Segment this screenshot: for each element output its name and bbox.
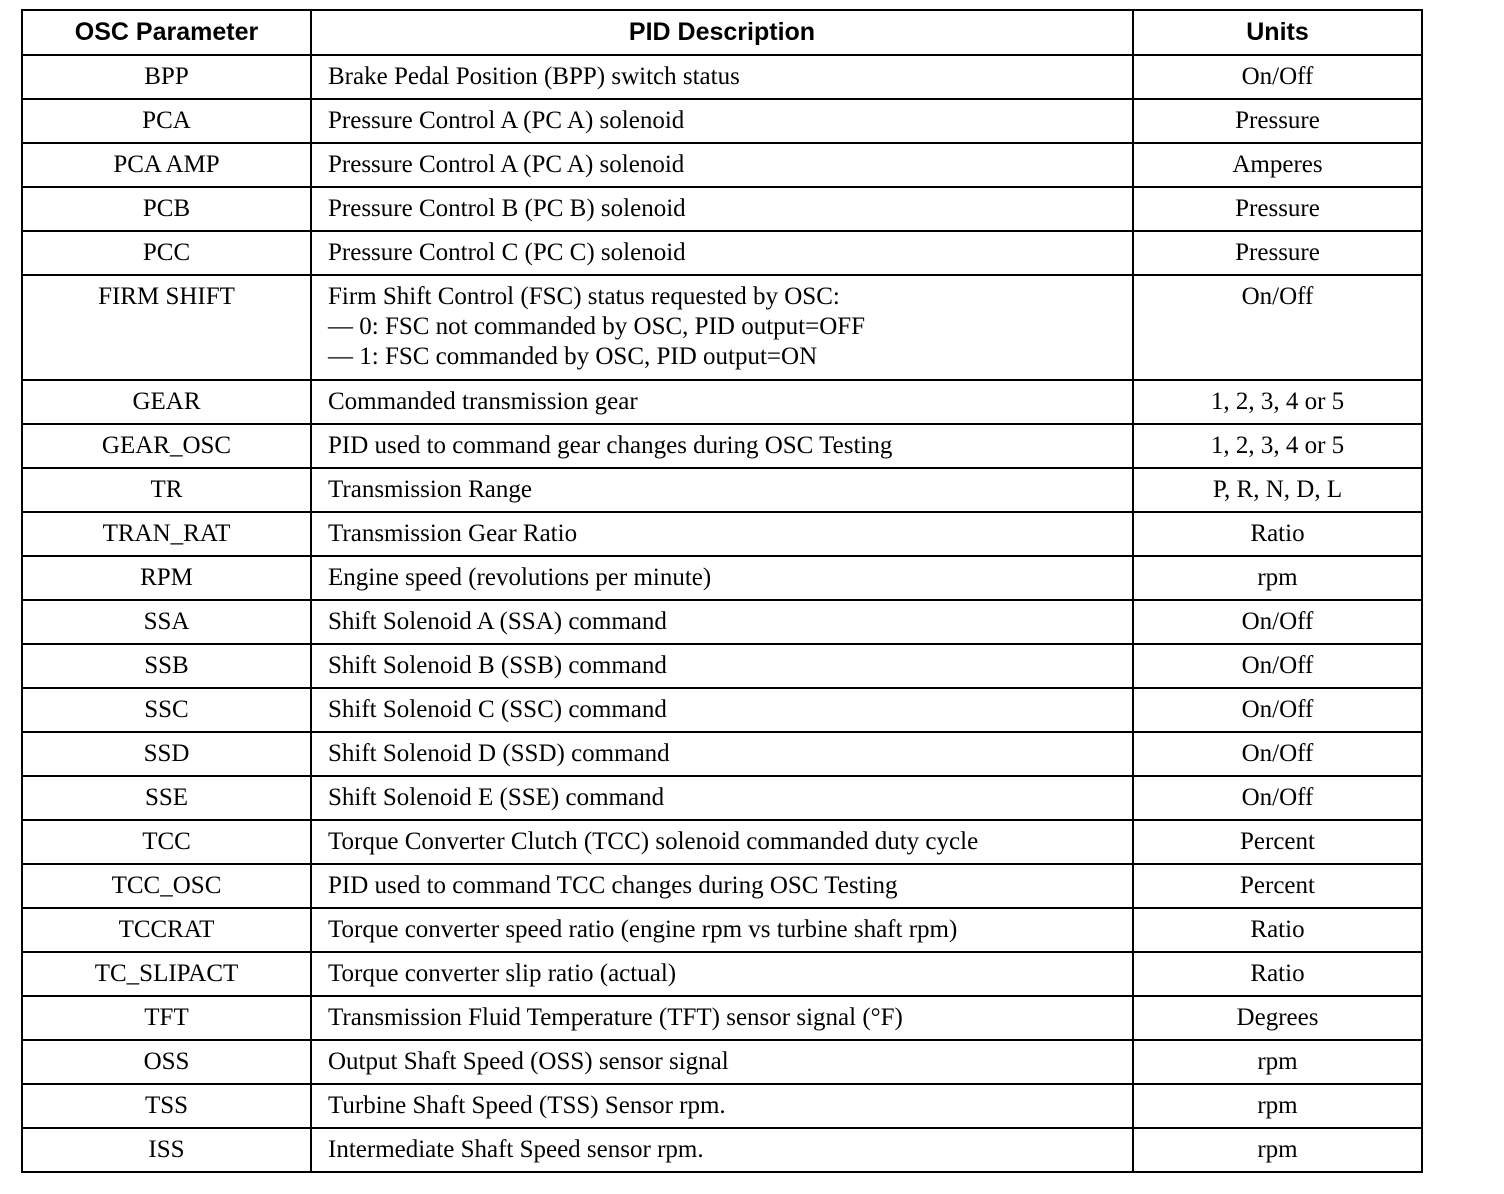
osc-parameter-cell: SSE	[22, 776, 311, 820]
units-cell: On/Off	[1133, 600, 1422, 644]
table-row	[22, 512, 1422, 556]
pid-description-line: PID used to command gear changes during OSC Testing	[328, 432, 893, 459]
pid-description-cell	[311, 143, 1133, 187]
table-row	[22, 776, 1422, 820]
table-row	[22, 600, 1422, 644]
pid-description-cell	[311, 187, 1133, 231]
pid-description-cell	[311, 996, 1133, 1040]
pid-description-line: Torque converter speed ratio (engine rpm vs turbine shaft rpm)	[328, 916, 958, 943]
pid-description-line: Shift Solenoid D (SSD) command	[328, 740, 670, 767]
units-cell: P, R, N, D, L	[1133, 468, 1422, 512]
units-cell: On/Off	[1133, 776, 1422, 820]
table-row	[22, 644, 1422, 688]
pid-description-line: Torque converter slip ratio (actual)	[328, 960, 677, 987]
units-cell: On/Off	[1133, 732, 1422, 776]
osc-parameter-cell: SSD	[22, 732, 311, 776]
table-row	[22, 820, 1422, 864]
units-cell: rpm	[1133, 556, 1422, 600]
table-row	[22, 424, 1422, 468]
osc-parameter-cell: GEAR	[22, 380, 311, 424]
table-row	[22, 231, 1422, 275]
table-row	[22, 55, 1422, 99]
header-osc-parameter: OSC Parameter	[22, 10, 311, 55]
pid-description-cell	[311, 1084, 1133, 1128]
units-cell: Ratio	[1133, 952, 1422, 996]
table-row	[22, 468, 1422, 512]
header-row	[22, 10, 1422, 55]
table-row	[22, 1084, 1422, 1128]
pid-description-cell	[311, 732, 1133, 776]
table-body	[22, 55, 1422, 1172]
osc-parameter-cell: BPP	[22, 55, 311, 99]
table-row	[22, 1128, 1422, 1172]
pid-description-cell	[311, 864, 1133, 908]
osc-parameter-cell: RPM	[22, 556, 311, 600]
header-pid-description: PID Description	[311, 10, 1133, 55]
osc-parameter-cell: TR	[22, 468, 311, 512]
units-cell: Ratio	[1133, 908, 1422, 952]
osc-parameter-table	[21, 9, 1423, 1173]
osc-parameter-cell: SSB	[22, 644, 311, 688]
pid-description-line: Transmission Range	[328, 476, 532, 503]
osc-parameter-cell: SSC	[22, 688, 311, 732]
table-row	[22, 732, 1422, 776]
table-row	[22, 275, 1422, 380]
pid-description-line: Shift Solenoid C (SSC) command	[328, 696, 667, 723]
table-row	[22, 556, 1422, 600]
osc-parameter-cell: PCC	[22, 231, 311, 275]
units-cell: 1, 2, 3, 4 or 5	[1133, 424, 1422, 468]
osc-parameter-cell: TCC_OSC	[22, 864, 311, 908]
units-cell: Pressure	[1133, 187, 1422, 231]
table-header	[22, 10, 1422, 55]
osc-parameter-cell: FIRM SHIFT	[22, 275, 311, 380]
units-cell: On/Off	[1133, 644, 1422, 688]
pid-description-cell	[311, 275, 1133, 380]
pid-description-line: Shift Solenoid B (SSB) command	[328, 652, 667, 679]
table-row	[22, 864, 1422, 908]
units-cell: On/Off	[1133, 275, 1422, 380]
pid-description-cell	[311, 468, 1133, 512]
osc-parameter-cell: SSA	[22, 600, 311, 644]
pid-description-line: — 0: FSC not commanded by OSC, PID output=OFF	[328, 313, 866, 340]
pid-description-cell	[311, 776, 1133, 820]
osc-parameter-cell: TCC	[22, 820, 311, 864]
pid-description-cell	[311, 55, 1133, 99]
pid-description-line: Brake Pedal Position (BPP) switch status	[328, 63, 740, 90]
pid-description-cell	[311, 231, 1133, 275]
pid-description-cell	[311, 952, 1133, 996]
table-row	[22, 996, 1422, 1040]
units-cell: Percent	[1133, 820, 1422, 864]
osc-parameter-cell: TC_SLIPACT	[22, 952, 311, 996]
table-row	[22, 187, 1422, 231]
units-cell: Amperes	[1133, 143, 1422, 187]
units-cell: 1, 2, 3, 4 or 5	[1133, 380, 1422, 424]
header-units: Units	[1133, 10, 1422, 55]
units-cell: rpm	[1133, 1128, 1422, 1172]
table-row	[22, 99, 1422, 143]
pid-description-line: Intermediate Shaft Speed sensor rpm.	[328, 1136, 704, 1163]
osc-parameter-cell: TCCRAT	[22, 908, 311, 952]
pid-description-cell	[311, 600, 1133, 644]
pid-description-cell	[311, 1040, 1133, 1084]
pid-description-cell	[311, 99, 1133, 143]
pid-description-line: Shift Solenoid E (SSE) command	[328, 784, 665, 811]
osc-parameter-cell: TFT	[22, 996, 311, 1040]
pid-description-line: Turbine Shaft Speed (TSS) Sensor rpm.	[328, 1092, 726, 1119]
units-cell: Pressure	[1133, 231, 1422, 275]
osc-parameter-cell: PCA	[22, 99, 311, 143]
units-cell: rpm	[1133, 1084, 1422, 1128]
table-row	[22, 143, 1422, 187]
pid-description-cell	[311, 380, 1133, 424]
pid-description-cell	[311, 820, 1133, 864]
pid-description-line: Pressure Control A (PC A) solenoid	[328, 107, 685, 134]
osc-parameter-cell: TSS	[22, 1084, 311, 1128]
table-row	[22, 380, 1422, 424]
pid-description-line: Output Shaft Speed (OSS) sensor signal	[328, 1048, 729, 1075]
units-cell: Percent	[1133, 864, 1422, 908]
pid-description-line: Shift Solenoid A (SSA) command	[328, 608, 667, 635]
pid-description-cell	[311, 688, 1133, 732]
units-cell: rpm	[1133, 1040, 1422, 1084]
units-cell: Ratio	[1133, 512, 1422, 556]
pid-description-line: Transmission Fluid Temperature (TFT) sensor signal (°F)	[328, 1004, 903, 1031]
table-row	[22, 688, 1422, 732]
pid-description-line: Engine speed (revolutions per minute)	[328, 564, 712, 591]
osc-parameter-cell: PCA AMP	[22, 143, 311, 187]
pid-description-line: Pressure Control B (PC B) solenoid	[328, 195, 686, 222]
units-cell: Degrees	[1133, 996, 1422, 1040]
units-cell: On/Off	[1133, 688, 1422, 732]
pid-description-cell	[311, 908, 1133, 952]
pid-description-line: Torque Converter Clutch (TCC) solenoid commanded duty cycle	[328, 828, 979, 855]
table-row	[22, 952, 1422, 996]
pid-description-line: Pressure Control C (PC C) solenoid	[328, 239, 686, 266]
units-cell: Pressure	[1133, 99, 1422, 143]
pid-description-line: PID used to command TCC changes during OSC Testing	[328, 872, 898, 899]
pid-description-line: — 1: FSC commanded by OSC, PID output=ON	[328, 343, 818, 370]
units-cell: On/Off	[1133, 55, 1422, 99]
pid-description-line: Commanded transmission gear	[328, 388, 638, 415]
pid-description-cell	[311, 512, 1133, 556]
pid-description-cell	[311, 556, 1133, 600]
pid-description-line: Transmission Gear Ratio	[328, 520, 578, 547]
pid-description-cell	[311, 644, 1133, 688]
osc-parameter-cell: GEAR_OSC	[22, 424, 311, 468]
osc-parameter-cell: ISS	[22, 1128, 311, 1172]
osc-parameter-cell: PCB	[22, 187, 311, 231]
pid-description-line: Firm Shift Control (FSC) status requested by OSC:	[328, 283, 840, 310]
pid-description-cell	[311, 1128, 1133, 1172]
pid-description-cell	[311, 424, 1133, 468]
pid-description-line: Pressure Control A (PC A) solenoid	[328, 151, 685, 178]
osc-parameter-cell: TRAN_RAT	[22, 512, 311, 556]
table-row	[22, 908, 1422, 952]
osc-parameter-cell: OSS	[22, 1040, 311, 1084]
table-row	[22, 1040, 1422, 1084]
